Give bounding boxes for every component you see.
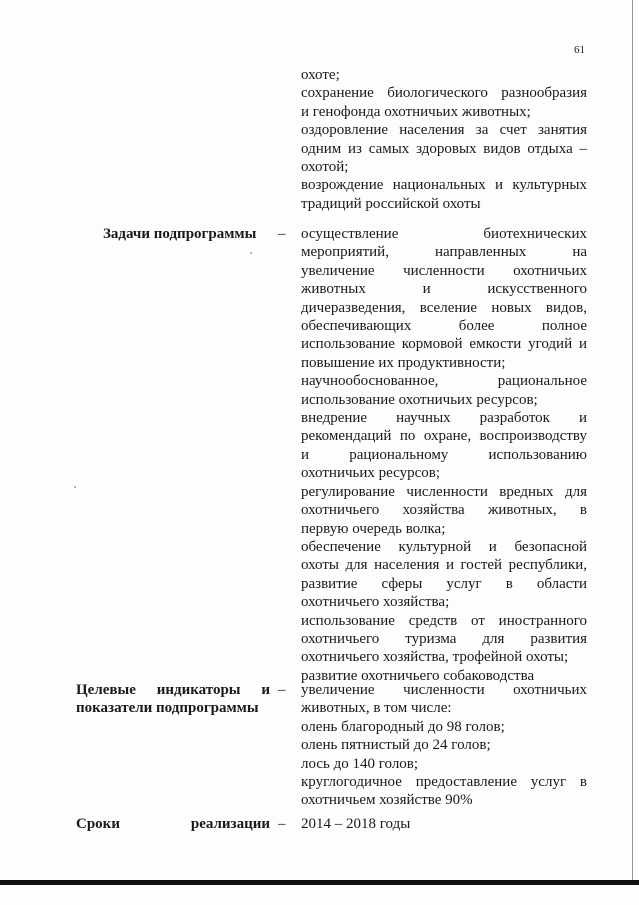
text-line: охотничьего хозяйства, трофейной охоты; <box>301 649 569 666</box>
text-line: использование охотничьих ресурсов; <box>301 391 538 408</box>
intro-line: охоте; <box>301 67 340 83</box>
scan-edge-right <box>632 0 633 880</box>
scan-edge-bottom <box>0 880 639 885</box>
text-line: обеспечение культурной и безопасной <box>301 538 587 555</box>
intro-line: сохранение биологического разнообразия <box>301 85 587 102</box>
text-line: увеличение численности охотничьих <box>301 682 587 698</box>
text-line: охотничьем хозяйстве 90% <box>301 792 473 809</box>
section-text-timeline <box>301 815 587 833</box>
section-text-indicators <box>301 681 587 810</box>
section-label-indicators: Целевые индикаторы и показатели подпрограммы <box>76 682 270 717</box>
intro-line: и генофонда охотничьих животных; <box>301 103 531 120</box>
text-line: внедрение научных разработок и <box>301 410 587 427</box>
section-dash: – <box>278 682 286 698</box>
text-line: развитие охотничьего собаководства <box>301 667 535 684</box>
text-line: использование кормовой емкости угодий и <box>301 336 587 353</box>
intro-line: традиций российской охоты <box>301 195 481 212</box>
text-line: обеспечивающих более полное <box>301 318 587 335</box>
text-line: животных, в том числе: <box>301 700 452 717</box>
text-line: охоты для населения и гостей республики, <box>301 557 587 574</box>
intro-line: охотой; <box>301 159 349 176</box>
text-line: охотничьего туризма для развития <box>301 630 587 647</box>
text-line: использование средств от иностранного <box>301 612 587 629</box>
text-line: круглогодичное предоставление услуг в <box>301 774 587 791</box>
section-dash: – <box>278 226 286 242</box>
text-line: научнообоснованное, рациональное <box>301 373 587 390</box>
section-dash: – <box>278 816 286 832</box>
text-line: 2014 – 2018 годы <box>301 816 411 832</box>
scan-speck <box>250 252 252 254</box>
text-line: охотничьего хозяйства; <box>301 594 450 611</box>
text-line: и рациональному использованию <box>301 446 587 463</box>
text-line: повышение их продуктивности; <box>301 354 506 371</box>
text-line: охотничьего хозяйства животных, в <box>301 502 587 519</box>
intro-line: возрождение национальных и культурных <box>301 177 587 194</box>
text-line: животных и искусственного <box>301 281 587 298</box>
text-line: дичеразведения, вселение новых видов, <box>301 299 587 316</box>
intro-line: одним из самых здоровых видов отдыха – <box>301 140 587 157</box>
text-line: лось до 140 голов; <box>301 755 419 772</box>
text-line: осуществление биотехнических <box>301 226 587 242</box>
text-line: олень пятнистый до 24 голов; <box>301 737 491 754</box>
text-line: первую очередь волка; <box>301 520 446 537</box>
page-number: 61 <box>574 44 585 56</box>
section-label-timeline: Сроки реализации <box>76 816 270 832</box>
text-line: мероприятий, направленных на <box>301 244 587 261</box>
text-line: олень благородный до 98 голов; <box>301 718 505 735</box>
section-text-tasks <box>301 225 587 685</box>
text-line: регулирование численности вредных для <box>301 483 587 500</box>
text-line: увеличение численности охотничьих <box>301 262 587 279</box>
text-line: рекомендаций по охране, воспроизводству <box>301 428 587 445</box>
intro-text <box>301 66 587 213</box>
text-line: развитие сферы услуг в области <box>301 575 587 592</box>
scan-speck <box>74 486 76 488</box>
section-label-tasks: Задачи подпрограммы <box>103 226 257 242</box>
text-line: охотничьих ресурсов; <box>301 465 441 482</box>
intro-line: оздоровление населения за счет занятия <box>301 122 587 139</box>
